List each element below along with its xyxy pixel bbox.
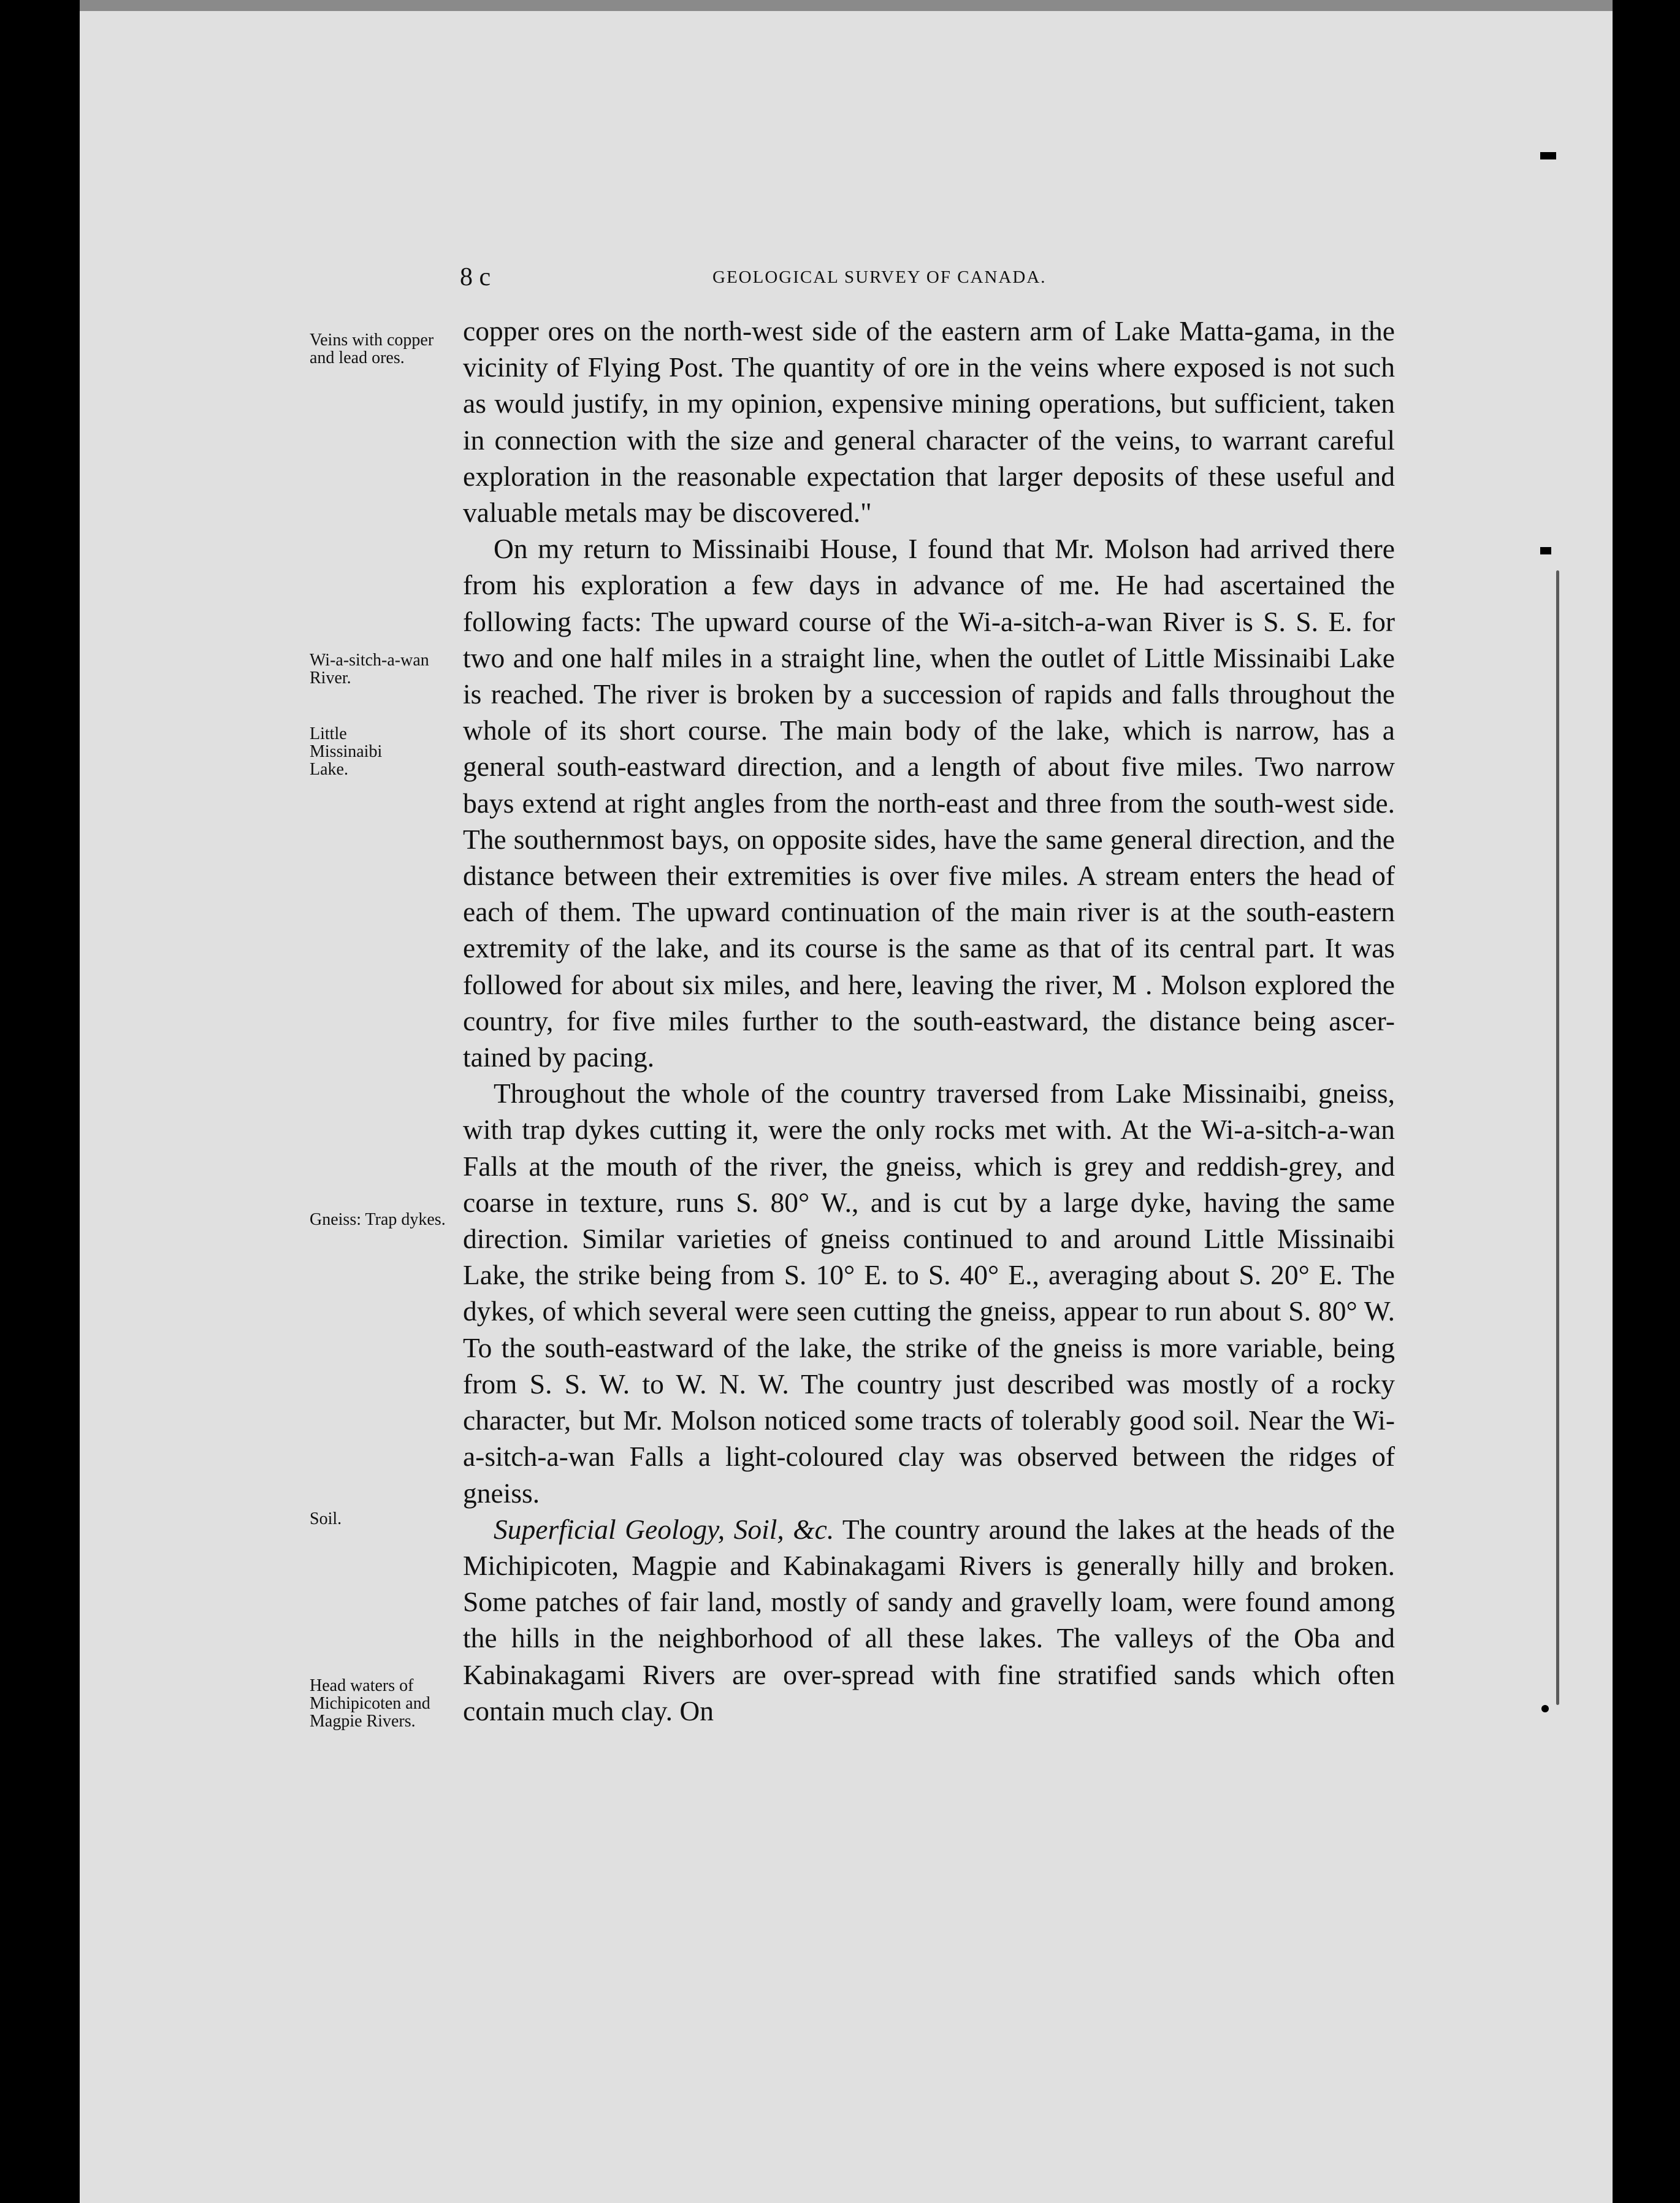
margin-note: Little Missinaibi Lake. [310,724,383,779]
page-top-edge [80,0,1613,11]
paragraph: Throughout the whole of the country traversed from Lake Missinaibi, gneiss, with trap dykes cutting it, were the only rocks met with. At the Wi-a-sitch-a-wan Falls at the mouth of the river, the gneiss, which is grey and reddish-grey, and coarse in texture, runs S. 80° W., and is cut by a large dyke, having the same direction. Similar varieties of gneiss continued to and around Little Missinaibi Lake, the strike being from S. 10° E. to S. 40° E., averaging about S. 20° E. The dykes, of which several were seen cutting the gneiss, appear to run about S. 80° W. To the south-eastward of the lake, the strike of the gneiss is more variable, being from S. S. W. to W. N. W. The country just described was mostly of a rocky character, but Mr. Molson noticed some tracts of tolerably good soil. Near the Wi-a-sitch-a-wan Falls a light-coloured clay was observed between the ridges of gneiss. [463,1078,1395,1509]
page-header [460,262,1306,299]
scan-mark [1540,547,1551,554]
margin-rule [1556,570,1559,1705]
running-head: GEOLOGICAL SURVEY OF CANADA. [712,267,1047,287]
page-number: 8 c [460,263,491,291]
section-paragraph [463,1511,1395,1729]
scan-mark [1540,152,1556,159]
body-text [463,313,1395,1729]
margin-note: Veins with copper and lead ores. [310,331,434,367]
margin-note: Soil. [310,1509,342,1528]
scan-mark [1541,1705,1549,1712]
margin-note: Gneiss: Trap dykes. [310,1210,446,1229]
paragraph: On my return to Missinaibi House, I found that Mr. Molson had arrived there from his exploration a few days in advance of me. He had ascertained the following facts: The upward course of the Wi-a-sitch-a-wan River is S. S. E. for two and one half miles in a straight line, when the outlet of Little Missinaibi Lake is reached. The river is broken by a succession of rapids and falls throughout the whole of its short course. The main body of the lake, which is narrow, has a general south-eastward direction, and a length of about five miles. Two narrow bays extend at right angles from the north-east and three from the south-west side. The southernmost bays, on opposite sides, have the same general direction, and the distance between their extremities is over five miles. A stream enters the head of each of them. The upward continuation of the main river is at the south-eastern extremity of the lake, and its course is the same as that of its central part. It was followed for about six miles, and here, leaving the river, M . Molson explored the country, for five miles further to the south-eastward, the distance being ascer-tained by pacing. [463,533,1395,1073]
section-text: The country around the lakes at the heads of the Michipicoten, Magpie and Kabinakagami Rivers is generally hilly and broken. Some patches of fair land, mostly of sandy and gravelly loam, were found among the hills in the neighborhood of all these lakes. The valleys of the Oba and Kabinakagami Rivers are over-spread with fine stratified sands which often contain much clay. On [463,1513,1395,1726]
paragraph: copper ores on the north-west side of the eastern arm of Lake Matta-gama, in the vicinity of Flying Post. The quantity of ore in the veins where exposed is not such as would justify, in my opinion, expensive mining operations, but sufficient, taken in connection with the size and general character of the veins, to warrant careful exploration in the reasonable expectation that larger deposits of these useful and valuable metals may be discovered." [463,315,1395,529]
margin-note: Head waters of Michipicoten and Magpie Rivers. [310,1676,430,1731]
margin-note: Wi-a-sitch-a-wan River. [310,651,429,688]
section-heading: Superficial Geology, Soil, &c. [494,1513,834,1545]
